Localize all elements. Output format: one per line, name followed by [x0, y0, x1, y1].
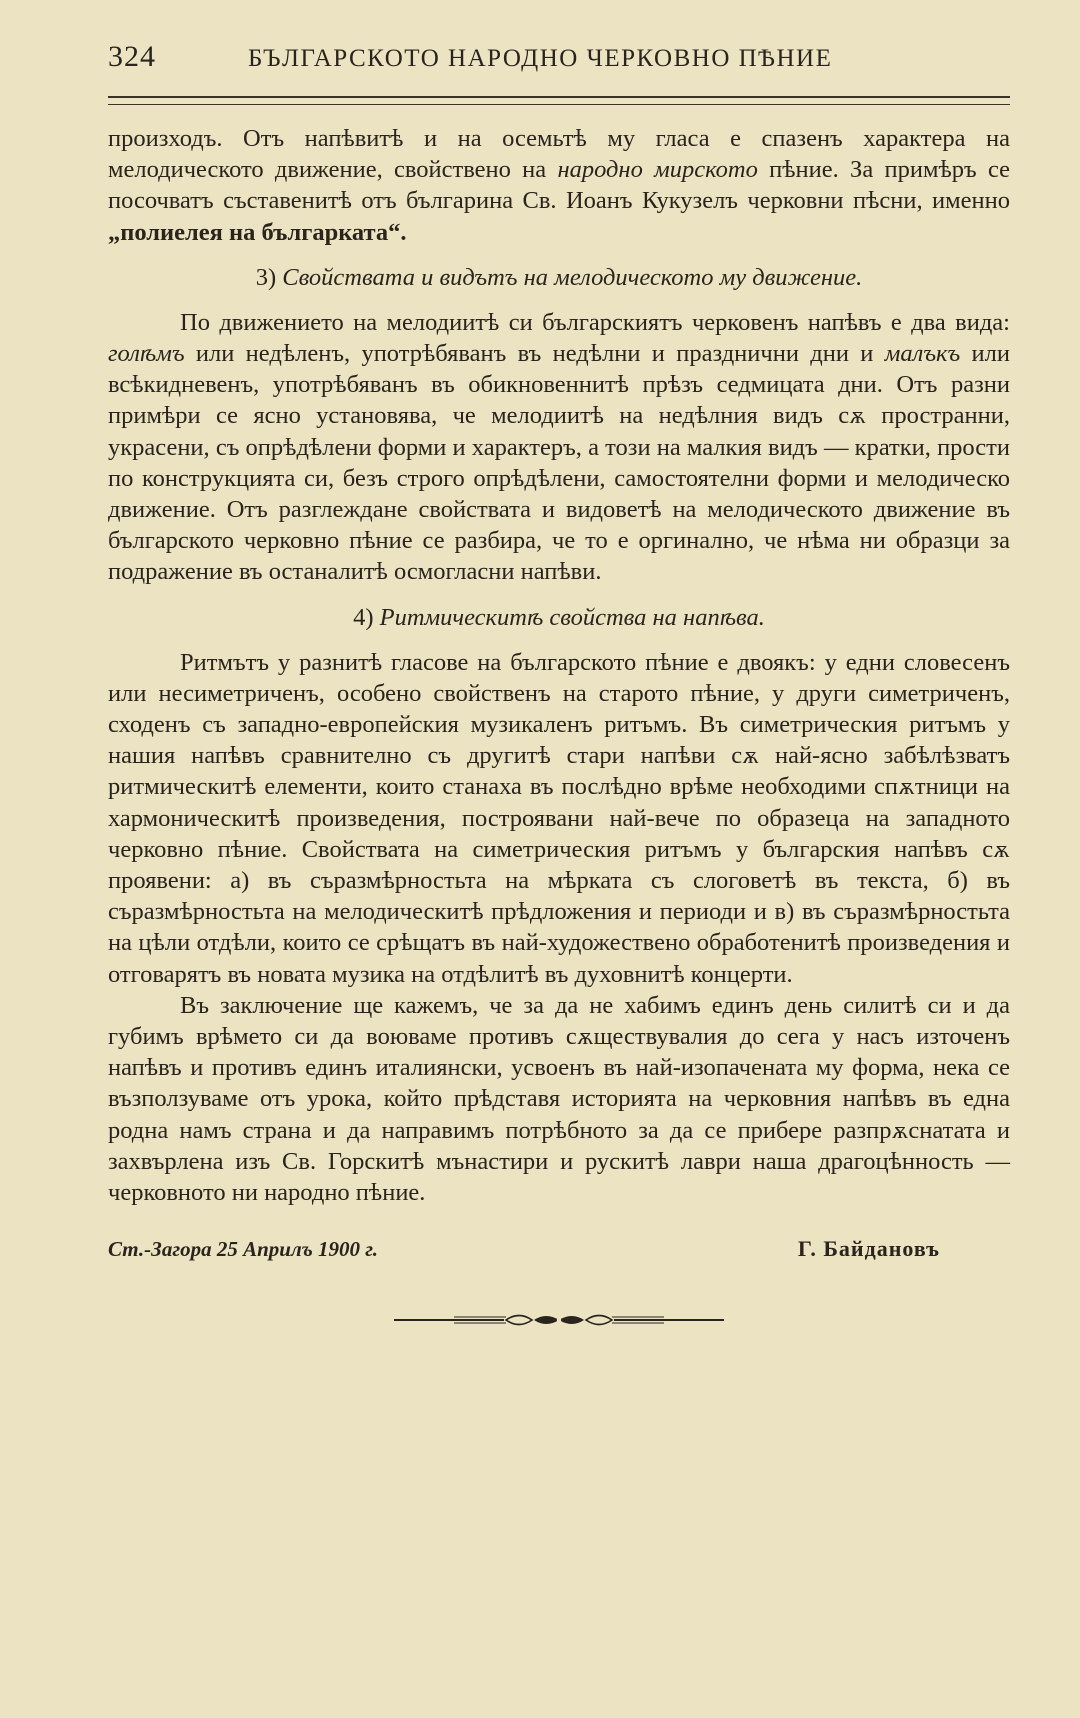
section-3-number: 3)	[255, 263, 277, 291]
paragraph-1	[108, 123, 1010, 248]
place-date: Ст.-Загора 25 Априлъ 1900 г.	[108, 1237, 379, 1262]
section-4-number: 4)	[353, 603, 374, 631]
body-text	[108, 123, 1010, 1332]
paragraph-1-text: произходъ. Отъ напѣвитѣ и на осемьтѣ му гласа е спазенъ характера на мелодическото движение, свойствено на	[108, 125, 1010, 184]
paragraph-2	[108, 307, 1010, 588]
decorative-rule-ornament-icon	[394, 1308, 724, 1332]
page-number: 324	[108, 40, 156, 73]
author-signature: Г. Байдановъ	[797, 1236, 940, 1262]
running-title: БЪЛГАРСКОТО НАРОДНО ЧЕРКОВНО ПѢНИЕ	[248, 45, 833, 72]
paragraph-3: Ритмътъ у разнитѣ гласове на българското пѣние е двоякъ: у едни словесенъ или несиметриченъ, особено свойственъ на старото пѣние, у други симетриченъ, сходенъ съ западно-европейския музикаленъ ритъмъ. Въ симетрическия ритъмъ у нашия напѣвъ сравнително съ другитѣ стари напѣви сѫ най-ясно забѣлѣзватъ ритмическитѣ елементи, които станаха въ послѣдно врѣме необходими спѫтници на хармоническитѣ произведения, построявани най-вече по образеца на западното черковно пѣние. Свойствата на симетрическия ритъмъ у българския напѣвъ сѫ проявени: а) въ съразмѣрностьта на мѣрката съ слоговетѣ въ текста, б) въ съразмѣрностьта на мелодическитѣ прѣдложения и периоди и в) въ съразмѣрностьта на цѣли отдѣли, които се срѣщатъ въ най-художествено обработенитѣ произведения и отговарятъ въ новата музика на отдѣлитѣ въ духовнитѣ концерти.	[108, 648, 1010, 988]
paragraph-4: Въ заключение ще кажемъ, че за да не хабимъ единъ день силитѣ си и да губимъ врѣмето си да воюваме противъ сѫществувалия до сега у насъ източенъ напѣвъ и противъ единъ италиянски, усвоенъ въ най-изопачената му форма, нека се възползуваме отъ урока, който прѣдставя историята на черковния напѣвъ въ една родна намъ страна и да направимъ потрѣбното за да се прибере разпрѫснатата и захвърлена изъ Св. Горскитѣ мънастири и рускитѣ лаври наша драгоцѣнность — черковното ни народно пѣние.	[108, 991, 1010, 1207]
page-header	[108, 40, 1010, 90]
header-rule	[108, 96, 1010, 105]
signature-row	[108, 1218, 1010, 1262]
paragraph-1-italic: народно мирското	[557, 156, 758, 184]
section-3-title: Свойствата и видътъ на мелодическото му движение.	[282, 263, 863, 291]
paragraph-2-italic-2: малъкъ	[884, 340, 961, 368]
section-4-title: Ритмическитѣ свойства на напѣва.	[379, 603, 765, 631]
paragraph-1-bold: „полиелея на българката“.	[108, 218, 407, 246]
paragraph-2-text-2: или недѣленъ, употрѣбяванъ въ недѣлни и празднични дни и	[184, 340, 885, 368]
paragraph-2-text: По движението на мелодиитѣ си българскиятъ черковенъ напѣвъ е два вида:	[180, 308, 1010, 336]
paragraph-2-text-3: или всѣкидневенъ, употрѣбяванъ въ обикновеннитѣ прѣзъ седмицата дни. Отъ разни примѣри се ясно установява, че мелодиитѣ на недѣлния видъ сѫ пространни, украсени, съ опрѣдѣлени форми и характеръ, а този на малкия видъ — кратки, прости по конструкцията си, безъ строго опрѣдѣлени, самостоятелни форми и мелодическо движение. Отъ разглеждане свойствата и видоветѣ на мелодическото движение въ българското черковно пѣние се разбира, че то е оргинално, че нѣма ни образци за подражение въ останалитѣ осмогласни напѣви.	[108, 340, 1010, 586]
section-heading-3	[108, 262, 1010, 293]
section-heading-4	[108, 602, 1010, 633]
paragraph-1-text-2: пѣние. За примѣръ се посочватъ съставенитѣ отъ българина Св. Иоанъ Кукузелъ черковни пѣсни, именно	[108, 156, 1010, 215]
paragraph-2-italic-1: голѣмъ	[108, 340, 185, 368]
